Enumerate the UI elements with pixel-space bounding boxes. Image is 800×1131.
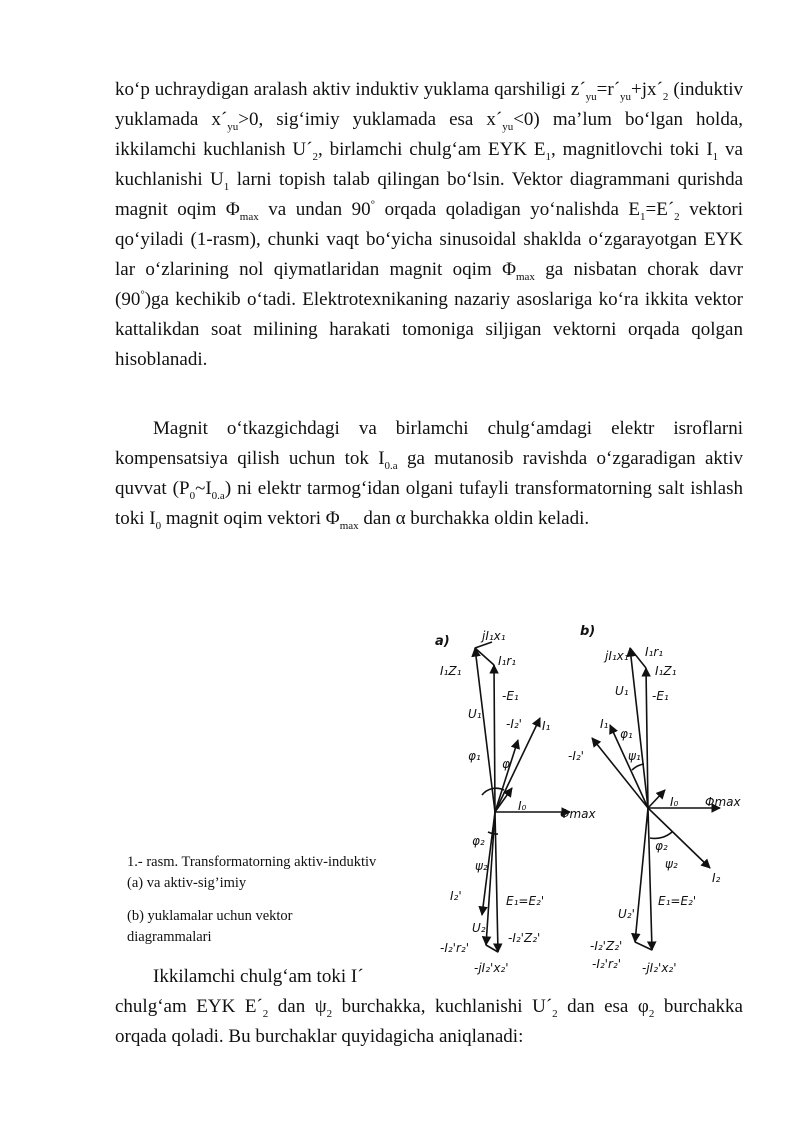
a-label-minus-I2r2: -I₂'r₂' [440, 941, 470, 955]
figure-caption [127, 852, 377, 960]
b-label-minus-E1: -E₁ [652, 689, 669, 703]
a-label-I1r1: I₁r₁ [498, 654, 517, 668]
a-label-I0: I₀ [518, 799, 527, 813]
a-label-E1E2: E₁=E₂' [506, 894, 545, 908]
a-label-U2p: U₂' [472, 921, 489, 935]
b-e1e2-vector [648, 808, 652, 950]
a-label-Phimax: Φmax [560, 807, 596, 821]
b-label-U1: U₁ [615, 684, 629, 698]
b-label-psi1: ψ₁ [628, 749, 641, 763]
b-label-phi1: φ₁ [620, 727, 633, 741]
b-i2z2-segment [635, 942, 652, 950]
a-i2z2-segment [486, 945, 498, 952]
a-label-I1Z1: I₁Z₁ [440, 664, 462, 678]
a-label-psi2: ψ₂ [475, 859, 488, 873]
paragraph-3 [115, 962, 743, 1052]
b-label-phi2: φ₂ [655, 839, 668, 853]
caption-line-2: (b) yuklamalar uchun vektor diagrammalari [127, 908, 293, 945]
paragraph-1: ko‘p uchraydigan aralash aktiv induktiv yuklama qarshiligi $z´_{yu}=r´_{yu}+jx´_2$ (induktiv yuklamada $x´_{yu}>0$, sig‘imiy yuklamada esa $x´_{yu}<0$) ma’lum bo‘lgan holda, ikkilamchi kuchlanish $U´_2$, birlamchi chulg‘am EYK $E_1$, magnitlovchi toki $I_1$ va kuchlanishi $U_1$ larni topish talab qilingan bo‘lsin. Vektor diagrammani qurishda magnit oqim $\Phi_{max}$ va undan 90° orqada qoladigan yo‘nalishda $E_1=E´_2$ vektori qo‘yiladi (1-rasm), chunki vaqt bo‘yicha sinusoidal shaklda o‘zgarayotgan EYK lar o‘zlarining nol qiymatlaridan magnit oqim $\Phi_{max}$ ga nisbatan chorak davr (90°)ga kechikib o‘tadi. Elektrotexnikaning nazariy asoslariga ko‘ra ikkita vektor kattalikdan soat milining harakati tomoniga siljigan vektorni orqada qolgan hisoblanadi. [115, 79, 744, 370]
a-ir-segment [475, 648, 494, 665]
b-label-psi2: ψ₂ [665, 857, 678, 871]
diagram-b-label: b) [580, 624, 596, 639]
a-u1-vector [475, 648, 495, 812]
paragraph-3-first-line: Ikkilamchi chulg‘am toki I´ [153, 966, 364, 987]
paragraph-3-body: chulg‘am EYK $E´_2$ dan $\psi_2$ burchakka, kuchlanishi $U´_2$ dan esa $\varphi_2$ burchakka orqada qoladi. Bu burchaklar quyidagicha aniqlanadi: [115, 996, 743, 1047]
diagram-a [435, 634, 570, 952]
vector-diagram-figure [420, 600, 780, 990]
a-label-minus-E1: -E₁ [502, 689, 519, 703]
b-label-I1r1: I₁r₁ [645, 645, 664, 659]
b-label-U2p: U₂' [618, 907, 635, 921]
b-label-I2: I₂ [712, 871, 721, 885]
b-label-minus-I2Z2: -I₂'Z₂' [590, 939, 623, 953]
a-label-I2p: I₂' [450, 889, 462, 903]
diagram-a-label: a) [435, 634, 450, 649]
b-phi1-arc [632, 764, 644, 770]
b-label-I1Z1: I₁Z₁ [655, 664, 677, 678]
a-label-minus-I2Z2: -I₂'Z₂' [508, 931, 541, 945]
a-label-jI1x1: jI₁x₁ [482, 629, 506, 643]
b-label-minus-I2r2: -I₂'r₂' [592, 957, 622, 971]
b-phi2-arc [650, 832, 672, 838]
a-label-minus-I2: -I₂' [506, 717, 522, 731]
a-label-U1: U₁ [468, 707, 482, 721]
a-label-phi1: φ₁ [468, 749, 481, 763]
b-label-minus-I2: -I₂' [568, 749, 584, 763]
a-minus-e1-vector [494, 665, 495, 812]
b-label-jI1x1: jI₁x₁ [605, 649, 629, 663]
a-label-I1: I₁ [542, 719, 551, 733]
caption-line-1: 1.- rasm. Transformatorning aktiv-induktiv (a) va aktiv-sig’imiy [127, 854, 377, 891]
a-label-phi2: φ₂ [472, 834, 485, 848]
b-label-minus-jI2x2: -jI₂'x₂' [642, 961, 677, 975]
b-label-Phimax: Φmax [705, 795, 741, 809]
b-i0-vector [648, 790, 665, 808]
b-label-I1: I₁ [600, 717, 609, 731]
b-u2p-vector [635, 808, 648, 942]
diagram-b [580, 624, 720, 950]
b-label-E1E2: E₁=E₂' [658, 894, 697, 908]
diagram-a-labels [440, 629, 596, 975]
a-i0-vector [495, 788, 512, 812]
b-label-I0: I₀ [670, 795, 679, 809]
a-e1e2-vector [495, 812, 498, 952]
a-label-psi1: φ [502, 757, 510, 771]
paragraph-2: Magnit o‘tkazgichdagi va birlamchi chulg‘amdagi elektr isroflarni kompensatsiya qilish uchun tok $I_{0.a}$ ga mutanosib ravishda o‘zgaradigan aktiv quvvat $(P_0\sim I_{0.a})$ ni elektr tarmog‘idan olgani tufayli transformatorning salt ishlash toki $I_0$ magnit oqim vektori $\Phi_{max}$ dan α burchakka oldin keladi. [115, 418, 744, 532]
a-minus-i2-vector [495, 740, 518, 812]
a-label-minus-jI2x2: -jI₂'x₂' [474, 961, 509, 975]
